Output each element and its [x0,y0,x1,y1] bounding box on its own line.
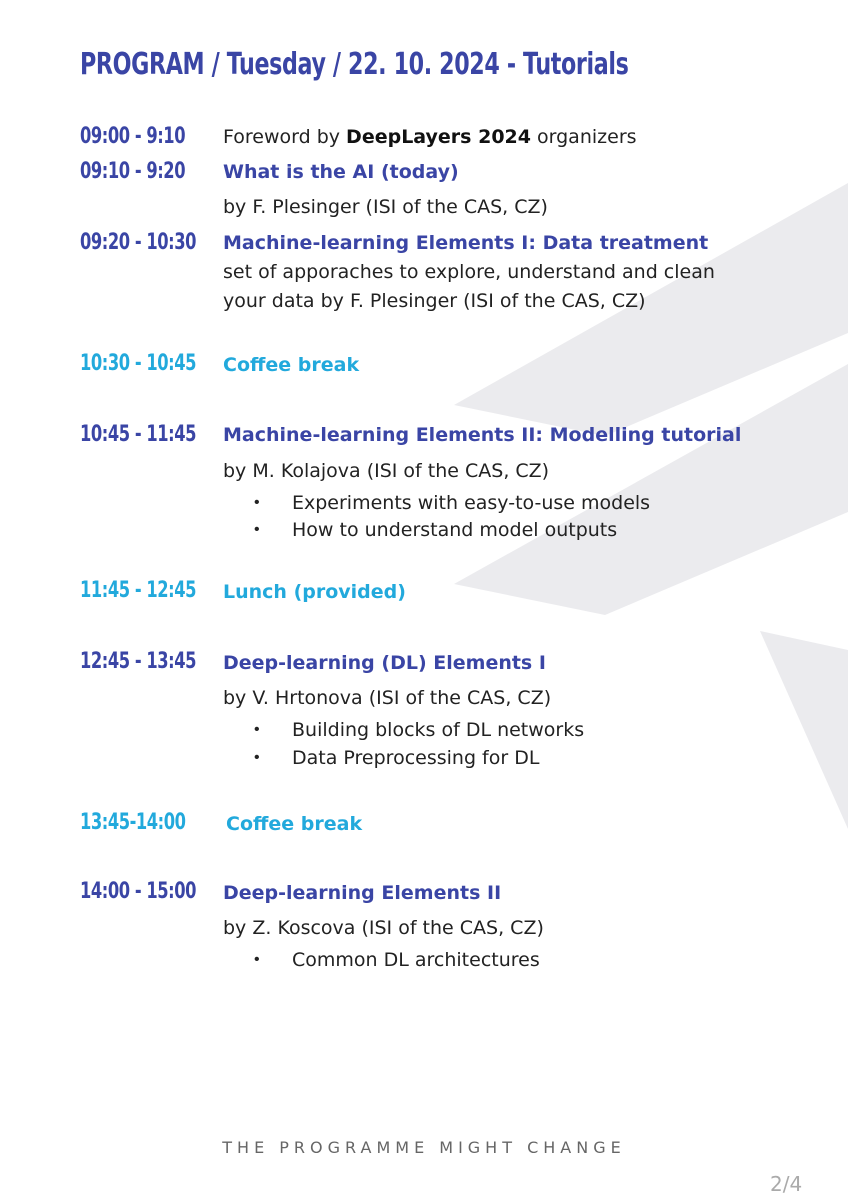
session-time: 10:45 - 11:45 [80,422,196,447]
bullet-item: Data Preprocessing for DL [292,747,540,769]
session-title: Machine-learning Elements I: Data treatment [223,232,709,254]
break-label: Lunch (provided) [223,581,406,603]
bullet-icon: • [254,951,260,968]
break-time: 11:45 - 12:45 [80,578,196,603]
session-title: What is the AI (today) [223,161,459,183]
session-speaker: by M. Kolajova (ISI of the CAS, CZ) [223,460,550,482]
bullet-icon: • [254,494,260,511]
footer-note: THE PROGRAMME MIGHT CHANGE [222,1138,626,1157]
session-time: 14:00 - 15:00 [80,879,196,904]
page-title: PROGRAM / Tuesday / 22. 10. 2024 - Tutorials [80,47,629,82]
session-title: Deep-learning Elements II [223,882,502,904]
session-speaker: by F. Plesinger (ISI of the CAS, CZ) [223,196,548,218]
bullet-item: Building blocks of DL networks [292,719,585,741]
session-time: 09:10 - 9:20 [80,159,186,184]
bullet-item: How to understand model outputs [292,519,618,541]
break-time: 13:45-14:00 [80,810,186,835]
session-description: set of apporaches to explore, understand and clean [223,261,715,283]
bullet-icon: • [254,721,260,738]
session-title: Deep-learning (DL) Elements I [223,652,546,674]
foreword-text: Foreword by [223,126,347,148]
bullet-icon: • [254,521,260,538]
session-time: 09:00 - 9:10 [80,124,186,149]
page-number: 2/4 [770,1172,803,1196]
foreword-text-end: organizers [530,126,637,148]
session-time: 09:20 - 10:30 [80,230,196,255]
bullet-item: Common DL architectures [292,949,540,971]
bullet-item: Experiments with easy-to-use models [292,492,651,514]
break-time: 10:30 - 10:45 [80,351,196,376]
session-description: your data by F. Plesinger (ISI of the CAS, CZ) [223,290,646,312]
session-speaker: by Z. Koscova (ISI of the CAS, CZ) [223,917,544,939]
bullet-icon: • [254,749,260,766]
break-label: Coffee break [226,813,363,835]
event-name: DeepLayers 2024 [346,126,531,148]
break-label: Coffee break [223,354,360,376]
session-speaker: by V. Hrtonova (ISI of the CAS, CZ) [223,687,552,709]
foreword-line [223,122,637,152]
session-time: 12:45 - 13:45 [80,649,196,674]
session-title: Machine-learning Elements II: Modelling tutorial [223,424,742,446]
